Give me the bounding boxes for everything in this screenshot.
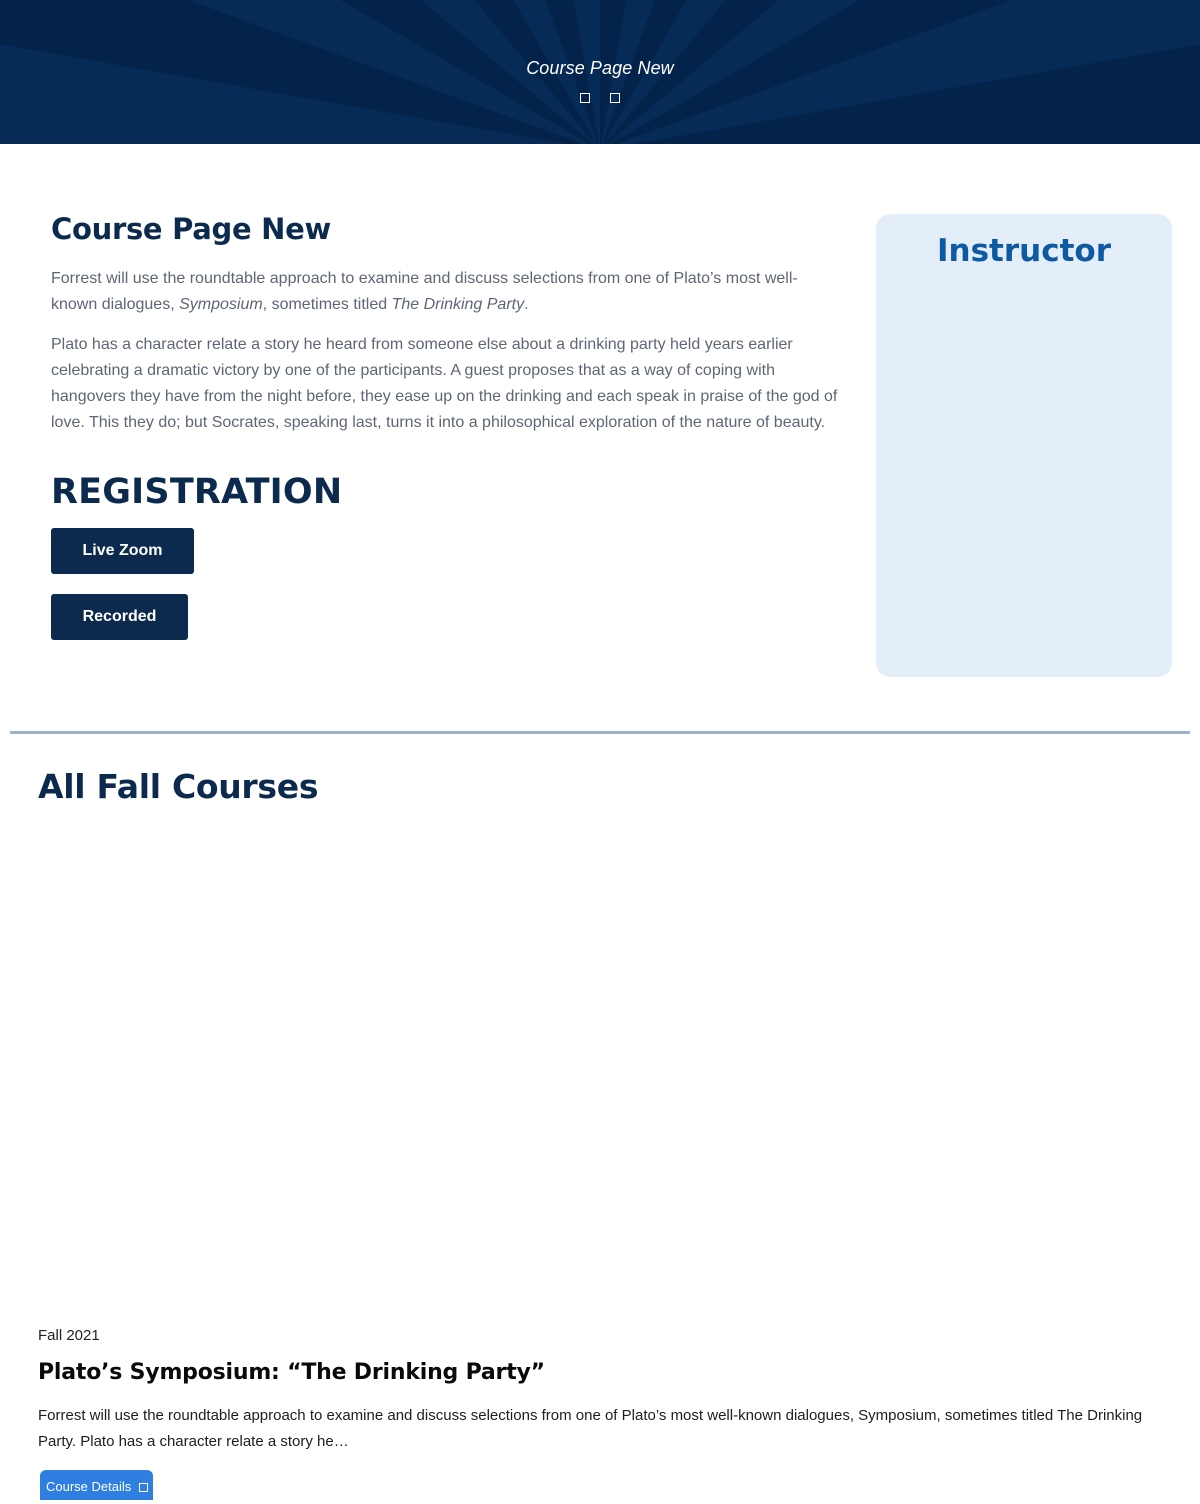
page-title: Course Page New (51, 212, 331, 246)
course-card (38, 1325, 1168, 1455)
square-icon[interactable] (610, 93, 620, 103)
fall-courses-heading: All Fall Courses (38, 767, 319, 806)
course-details-label: Course Details (46, 1479, 132, 1494)
section-divider (10, 731, 1190, 734)
course-description-body: Plato has a character relate a story he heard from someone else about a drinking party held years earlier celebrating a dramatic victory by one of the participants. A guest proposes that as a way of coping with hangovers they have from the night before, they ease up on the drinking and each speak in praise of the god of love. This they do; but Socrates, speaking last, turns it into a philosophical exploration of the nature of beauty. (51, 336, 838, 431)
course-excerpt: Forrest will use the roundtable approach to examine and discuss selections from one of Plato’s most well-known dialogues, Symposium, sometimes titled The Drinking Party. Plato has a character relate a story he… (38, 1407, 1143, 1450)
square-icon (139, 1483, 148, 1492)
intro-emphasis-symposium: Symposium (179, 296, 263, 313)
hero-banner (0, 0, 1200, 144)
course-details-button[interactable] (40, 1470, 153, 1500)
recorded-button[interactable]: Recorded (51, 594, 188, 640)
live-zoom-button[interactable]: Live Zoom (51, 528, 194, 574)
instructor-title: Instructor (936, 233, 1111, 269)
course-term: Fall 2021 (38, 1327, 100, 1344)
hero-title: Course Page New (526, 58, 674, 78)
intro-text-a: Forrest will use the roundtable approach to examine and discuss selections from one of Plato’s most well-known dialogues, (51, 270, 798, 313)
intro-emphasis-drinking-party: The Drinking Party (391, 296, 525, 313)
intro-text-b: , sometimes titled (262, 296, 392, 313)
course-content (51, 208, 841, 514)
instructor-panel (876, 214, 1172, 677)
hero-icon-row (0, 93, 1200, 103)
registration-heading: REGISTRATION (51, 472, 343, 512)
course-title[interactable]: Plato’s Symposium: “The Drinking Party” (38, 1360, 545, 1385)
square-icon[interactable] (580, 93, 590, 103)
course-description-intro (51, 266, 841, 318)
intro-text-c: . (524, 296, 529, 313)
